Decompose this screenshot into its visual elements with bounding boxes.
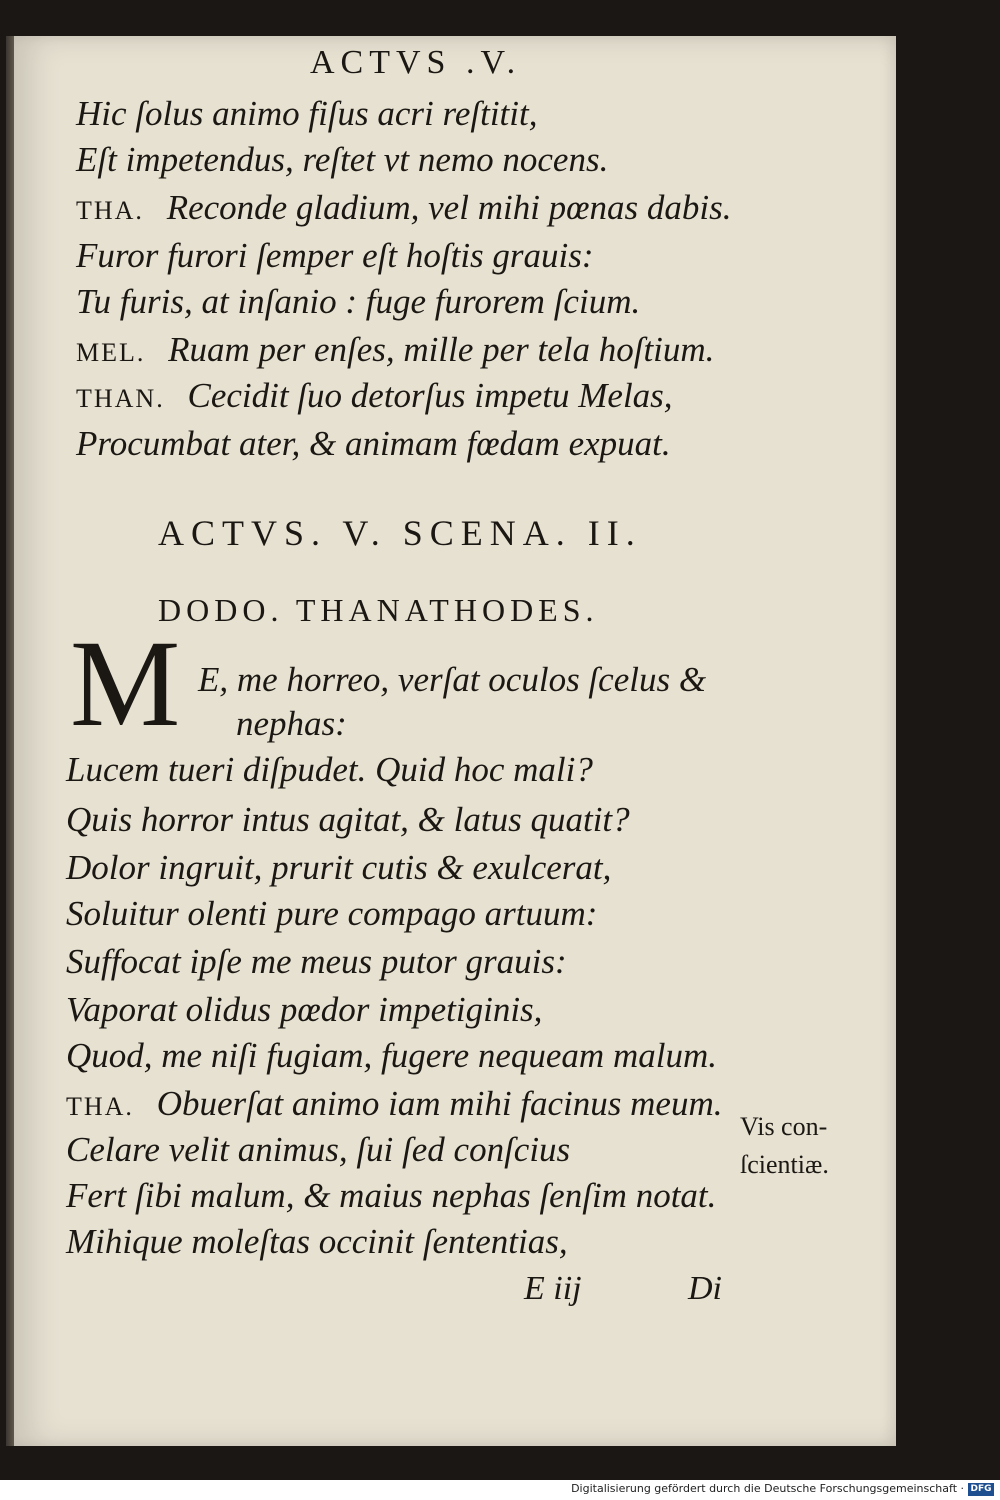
verse-line [76, 140, 608, 180]
verse-line [76, 282, 640, 322]
drop-cap: M [70, 615, 181, 752]
verse-text: Hic ſolus animo fiſus acri reſtitit, [76, 94, 538, 133]
verse-text: Tu furis, at inſanio : fuge furorem ſcium. [76, 282, 641, 321]
signature-mark: E iij [524, 1270, 582, 1307]
verse-text: Mihique moleſtas occinit ſententias, [66, 1222, 568, 1261]
verse-text: Eſt impetendus, reſtet vt nemo nocens. [76, 140, 609, 179]
running-title: ACTVS .V. [310, 44, 522, 81]
funding-credit: Digitalisierung gefördert durch die Deutsche Forschungsgemeinschaft · [571, 1482, 964, 1495]
verse-line [236, 704, 347, 744]
verse-line [76, 236, 594, 276]
verse-text: Vaporat olidus pœdor impetiginis, [66, 990, 543, 1029]
verse-text: E, me horreo, verſat oculos ſcelus & [198, 660, 707, 699]
verse-line [76, 188, 731, 228]
verse-text: Celare velit animus, ſui ſed conſcius [66, 1130, 571, 1169]
verse-text: Suffocat ipſe me meus putor grauis: [66, 942, 567, 981]
verse-text: nephas: [236, 704, 347, 743]
verse-line [66, 848, 611, 888]
dfg-logo-icon: DFG [968, 1483, 994, 1496]
verse-text: Furor furori ſemper eſt hoſtis grauis: [76, 236, 594, 275]
verse-text: Cecidit ſuo detorſus impetu Melas, [187, 376, 673, 415]
verse-text: Obuerſat animo iam mihi facinus meum. [156, 1084, 723, 1123]
verse-text: Reconde gladium, vel mihi pœnas dabis. [166, 188, 732, 227]
cast-list: DODO. THANATHODES. [158, 592, 599, 628]
verse-line [66, 1084, 722, 1124]
verse-line [66, 800, 630, 840]
verse-text: Soluitur olenti pure compago artuum: [66, 894, 598, 933]
marginal-note-line: Vis con- [740, 1112, 828, 1141]
speaker-label: THA. [66, 1092, 134, 1121]
verse-line [76, 376, 673, 416]
verse-text: Dolor ingruit, prurit cutis & exulcerat, [66, 848, 612, 887]
verse-text: Quod, me niſi fugiam, fugere nequeam malum. [66, 1036, 717, 1075]
verse-line [66, 1176, 716, 1216]
verse-text: Quis horror intus agitat, & latus quatit? [66, 800, 630, 839]
verse-text: Procumbat ater, & animam fœdam expuat. [76, 424, 671, 463]
verse-line [76, 330, 714, 370]
verse-line [66, 894, 597, 934]
marginal-note [740, 1108, 829, 1183]
scan-footer [0, 1480, 1000, 1500]
verse-text: Fert ſibi malum, & maius nephas ſenſim notat. [66, 1176, 717, 1215]
catchword: Di [688, 1270, 722, 1307]
speaker-label: THAN. [76, 384, 165, 413]
verse-line [66, 990, 542, 1030]
verse-line [66, 1036, 717, 1076]
verse-line [66, 1222, 568, 1262]
speaker-label: MEL. [76, 338, 146, 367]
verse-text: Ruam per enſes, mille per tela hoſtium. [168, 330, 715, 369]
verse-line [76, 94, 537, 134]
verse-line [66, 750, 593, 790]
verse-line [76, 424, 671, 464]
verse-line [66, 942, 567, 982]
verse-line [66, 1130, 570, 1170]
verse-line [198, 660, 706, 700]
speaker-label: THA. [76, 196, 144, 225]
verse-text: Lucem tueri diſpudet. Quid hoc mali? [66, 750, 593, 789]
scene-title: ACTVS. V. SCENA. II. [158, 513, 642, 553]
marginal-note-line: ſcientiæ. [740, 1149, 829, 1179]
